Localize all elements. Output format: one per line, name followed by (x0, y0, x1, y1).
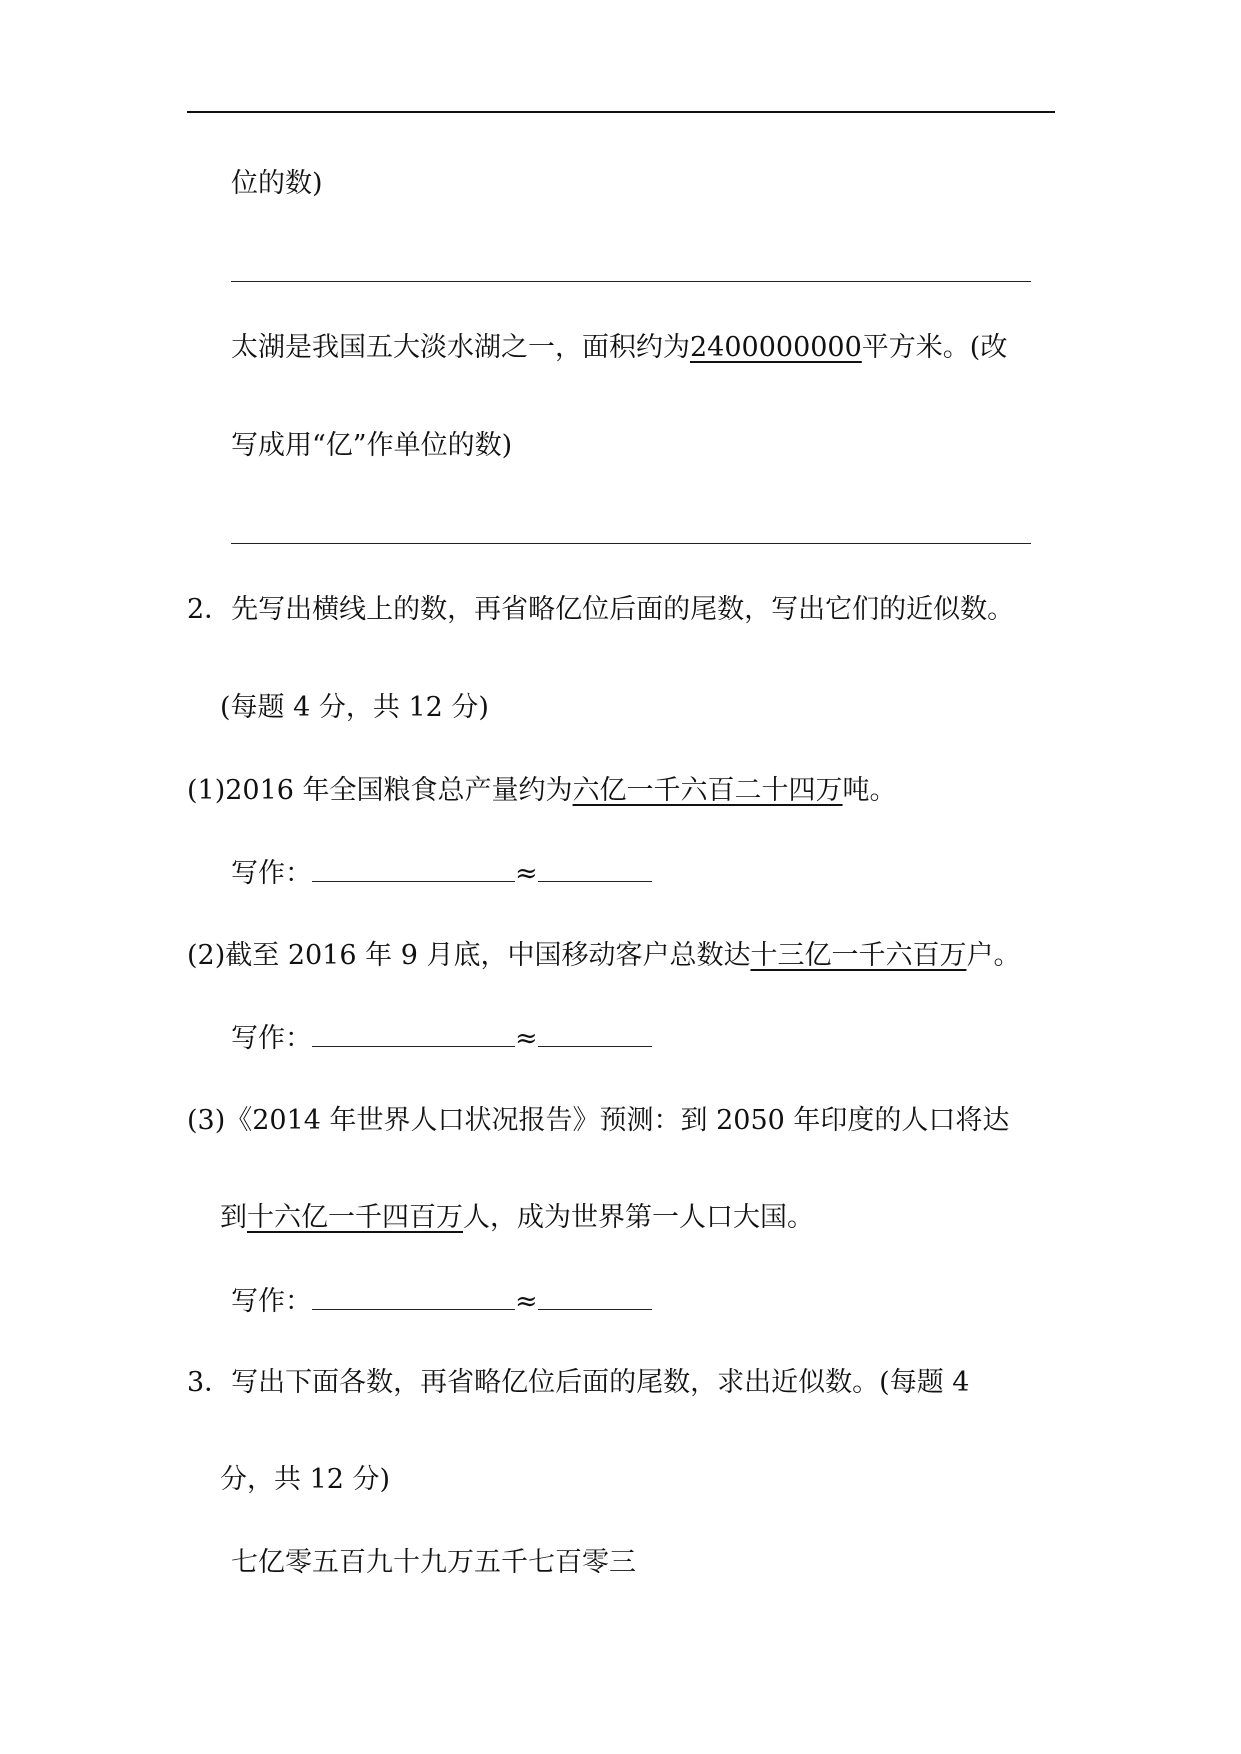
q1-taihu-line2: 写成用“亿”作单位的数) (231, 430, 513, 461)
q2-item-2: (2)截至 2016 年 9 月底，中国移动客户总数达十三亿一千六百万户。 (187, 940, 1021, 971)
q2-item-1: (1)2016 年全国粮食总产量约为六亿一千六百二十四万吨。 (187, 775, 897, 806)
q2-title: 2．先写出横线上的数，再省略亿位后面的尾数，写出它们的近似数。 (187, 594, 1015, 625)
answer-blank-approx[interactable] (538, 1020, 652, 1047)
q2-item-3-underlined: 十六亿一千四百万 (247, 1202, 463, 1233)
q2-item-3-answer: 写作： ≈ (231, 1283, 652, 1320)
answer-blank-approx[interactable] (538, 1283, 652, 1310)
q3-item: 七亿零五百九十九万五千七百零三 (231, 1547, 636, 1578)
taihu-number: 2400000000 (690, 332, 862, 363)
q2-item-2-underlined: 十三亿一千六百万 (750, 940, 967, 971)
q2-item-3-line2: 到十六亿一千四百万人，成为世界第一人口大国。 (220, 1202, 814, 1233)
answer-line-2 (231, 543, 1031, 544)
q3-title-line2: 分，共 12 分) (220, 1464, 391, 1495)
q2-item-2-answer: 写作： ≈ (231, 1020, 652, 1057)
answer-blank-written[interactable] (312, 855, 515, 882)
q1-tail-text: 位的数) (231, 168, 323, 199)
q1-taihu-line1 (231, 330, 1007, 366)
answer-blank-approx[interactable] (538, 855, 652, 882)
q3-title: 3．写出下面各数，再省略亿位后面的尾数，求出近似数。(每题 4 (187, 1367, 970, 1398)
answer-line-1 (231, 281, 1031, 282)
q2-score: (每题 4 分，共 12 分) (220, 692, 489, 723)
taihu-text-pre: 太湖是我国五大淡水湖之一，面积约为 (231, 332, 690, 363)
answer-blank-written[interactable] (312, 1283, 515, 1310)
taihu-text-post: 平方米。(改 (861, 332, 1008, 363)
q2-item-3-line1: (3)《2014 年世界人口状况报告》预测：到 2050 年印度的人口将达 (187, 1105, 1010, 1136)
answer-blank-written[interactable] (312, 1020, 515, 1047)
q2-item-1-underlined: 六亿一千六百二十四万 (572, 775, 843, 806)
q2-item-1-answer: 写作： ≈ (231, 855, 652, 892)
header-rule (187, 111, 1055, 113)
